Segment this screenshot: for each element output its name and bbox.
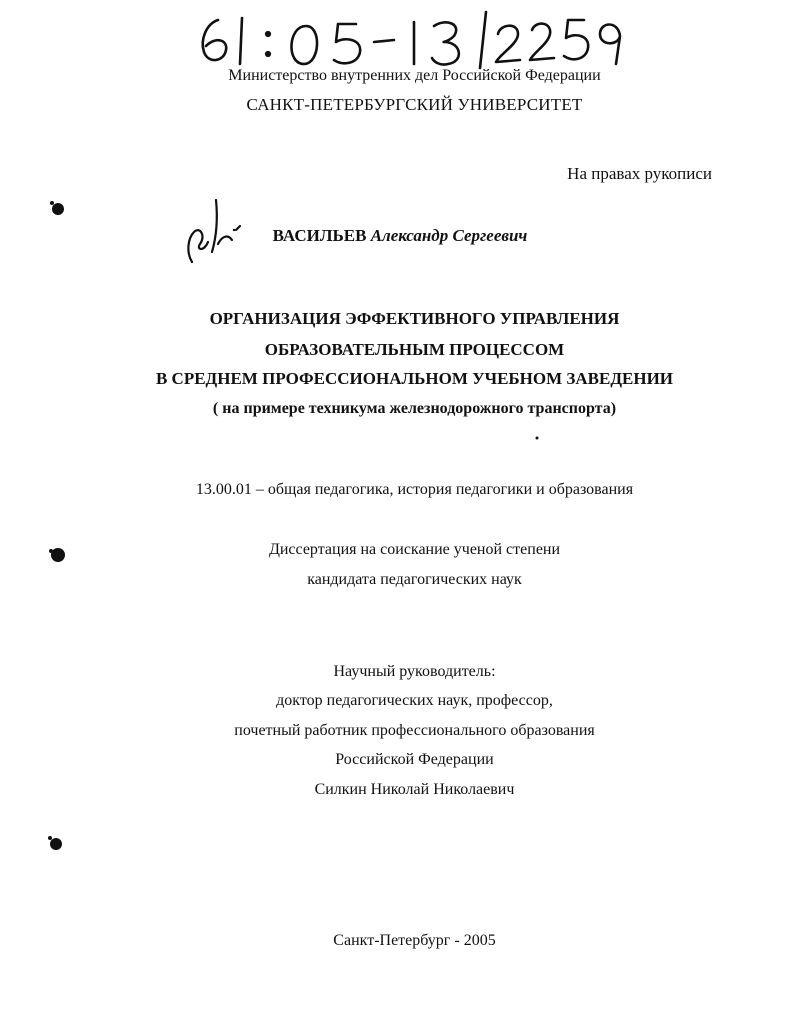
manuscript-rights-note: На правах рукописи xyxy=(567,164,712,183)
supervisor-honor-line-2: Российской Федерации xyxy=(335,751,494,768)
ministry-name: Министерство внутренних дел Российской Федерации xyxy=(228,67,601,84)
supervisor-label: Научный руководитель: xyxy=(333,663,496,680)
supervisor-honor-line-1: почетный работник профессионального образования xyxy=(234,722,595,739)
university-name: САНКТ-ПЕТЕРБУРГСКИЙ УНИВЕРСИТЕТ xyxy=(246,95,583,114)
author-given-names: Александр Сергеевич xyxy=(370,226,528,245)
specialty-code: 13.00.01 – общая педагогика, история педагогики и образования xyxy=(195,481,634,498)
supervisor-degree: доктор педагогических наук, профессор, xyxy=(276,692,553,709)
title-line-3: В СРЕДНЕМ ПРОФЕССИОНАЛЬНОМ УЧЕБНОМ ЗАВЕДЕНИИ xyxy=(155,369,674,388)
title-line-2: ОБРАЗОВАТЕЛЬНЫМ ПРОЦЕССОМ xyxy=(264,340,565,359)
city-year: Санкт-Петербург - 2005 xyxy=(333,932,496,949)
title-line-1: ОРГАНИЗАЦИЯ ЭФФЕКТИВНОГО УПРАВЛЕНИЯ xyxy=(209,309,620,328)
title-subtitle: ( на примере техникума железнодорожного транспорта) xyxy=(212,400,617,417)
supervisor-name: Силкин Николай Николаевич xyxy=(314,781,515,798)
author-surname: ВАСИЛЬЕВ xyxy=(272,226,367,245)
dissertation-purpose-line-2: кандидата педагогических наук xyxy=(307,571,522,588)
dissertation-purpose-line-1: Диссертация на соискание ученой степени xyxy=(268,541,561,558)
